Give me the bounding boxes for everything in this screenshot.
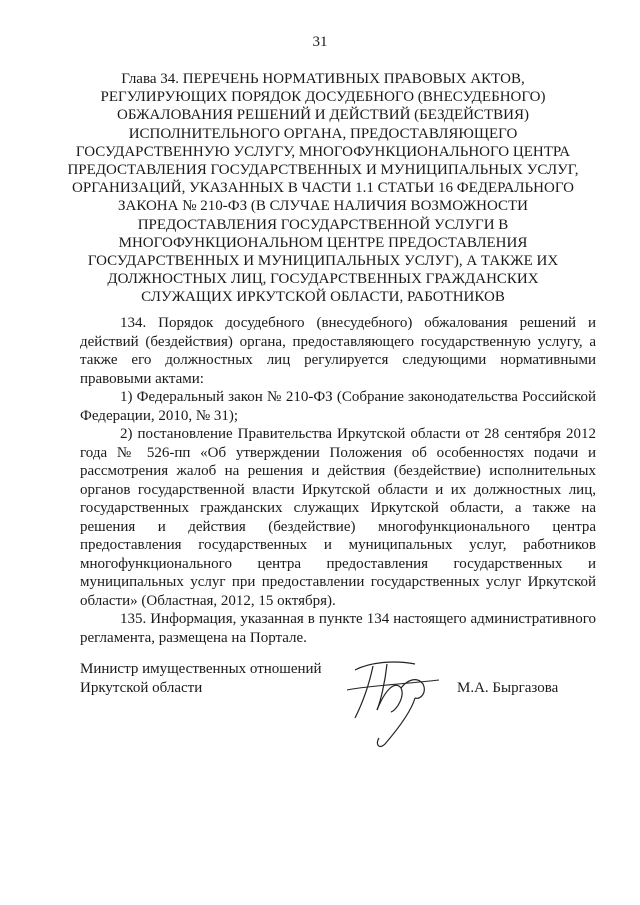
chapter-line: ПРЕДОСТАВЛЕНИЯ ГОСУДАРСТВЕННОЙ УСЛУГИ В <box>137 216 509 233</box>
paragraph-134: 134. Порядок досудебного (внесудебного) обжалования решений и действий (бездействия) органа, предоставляющего государственную услугу, а также его должностных лиц регулируется следующими нормативными правовыми актами: <box>80 315 596 387</box>
chapter-line: СЛУЖАЩИХ ИРКУТСКОЙ ОБЛАСТИ, РАБОТНИКОВ <box>141 289 505 306</box>
chapter-line: ГОСУДАРСТВЕННЫХ И МУНИЦИПАЛЬНЫХ УСЛУГ), А ТАКЖЕ ИХ <box>87 253 559 270</box>
list-item-2: 2) постановление Правительства Иркутской области от 28 сентября 2012 года № 526-пп «Об утверждении Положения об особенностях подачи и рассмотрения жалоб на решения и действия (бездействие) исполнительных органов государственной власти Иркутской области и их должностных лиц, государственных гражданских служащих Иркутской области, а также на решения и действия (бездействие) многофункционального центра предоставления государственных и муниципальных услуг, работников многофункционального центра предоставления государственных и муниципальных услуг при предоставлении государственных услуг Иркутской области» (Областная, 2012, 15 октября). <box>80 426 596 609</box>
chapter-line: Глава 34. ПЕРЕЧЕНЬ НОРМАТИВНЫХ ПРАВОВЫХ АКТОВ, <box>121 71 525 87</box>
chapter-line: РЕГУЛИРУЮЩИХ ПОРЯДОК ДОСУДЕБНОГО (ВНЕСУДЕБНОГО) <box>100 89 546 106</box>
chapter-line: ОРГАНИЗАЦИЙ, УКАЗАННЫХ В ЧАСТИ 1.1 СТАТЬИ 16 ФЕДЕРАЛЬНОГО <box>72 180 574 197</box>
list-item-1: 1) Федеральный закон № 210-ФЗ (Собрание законодательства Российской Федерации, 2010, № 31); <box>80 389 596 424</box>
chapter-line: ЗАКОНА № 210-ФЗ (В СЛУЧАЕ НАЛИЧИЯ ВОЗМОЖНОСТИ <box>117 198 528 215</box>
chapter-line: ОБЖАЛОВАНИЯ РЕШЕНИЙ И ДЕЙСТВИЙ (БЕЗДЕЙСТВИЯ) <box>117 107 529 124</box>
document-body <box>80 314 596 647</box>
chapter-heading <box>62 70 584 307</box>
page-number: 31 <box>312 34 328 50</box>
signatory-title-line: Министр имущественных отношений <box>80 661 322 677</box>
chapter-line: ДОЛЖНОСТНЫХ ЛИЦ, ГОСУДАРСТВЕННЫХ ГРАЖДАНСКИХ <box>107 271 539 288</box>
chapter-line: МНОГОФУНКЦИОНАЛЬНОМ ЦЕНТРЕ ПРЕДОСТАВЛЕНИЯ <box>118 234 528 251</box>
signatory-name: М.А. Быргазова <box>457 680 559 696</box>
paragraph-135: 135. Информация, указанная в пункте 134 настоящего административного регламента, размещена на Портале. <box>80 611 596 646</box>
handwritten-signature <box>335 640 455 760</box>
chapter-line: ГОСУДАРСТВЕННУЮ УСЛУГУ, МНОГОФУНКЦИОНАЛЬНОГО ЦЕНТРА <box>75 143 571 160</box>
chapter-line: ИСПОЛНИТЕЛЬНОГО ОРГАНА, ПРЕДОСТАВЛЯЮЩЕГО <box>128 125 518 142</box>
signatory-title-line: Иркутской области <box>80 679 203 696</box>
signatory-title <box>80 660 322 697</box>
chapter-line: ПРЕДОСТАВЛЕНИЯ ГОСУДАРСТВЕННЫХ И МУНИЦИПАЛЬНЫХ УСЛУГ, <box>67 162 579 179</box>
